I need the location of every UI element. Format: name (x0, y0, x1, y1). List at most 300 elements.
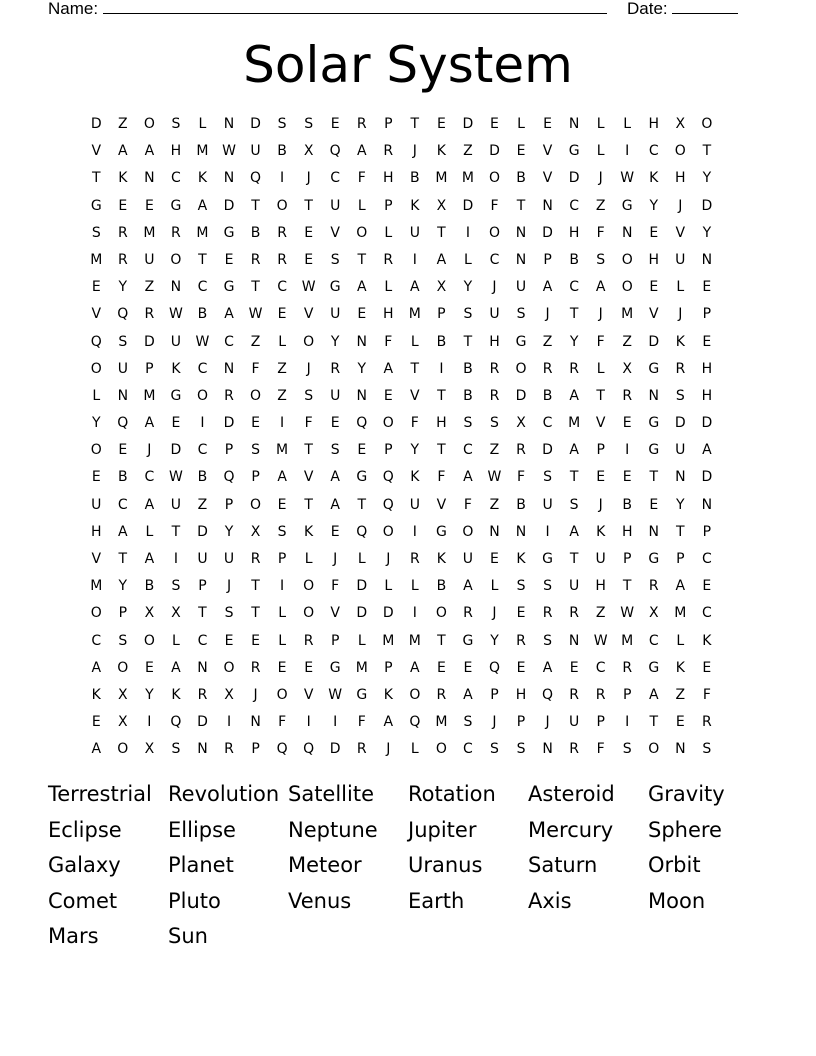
word-list-item: Rotation (408, 782, 496, 806)
grid-letter: C (648, 143, 659, 160)
grid-letter: E (330, 116, 340, 132)
grid-letter: E (224, 632, 234, 649)
grid-letter: P (622, 686, 632, 703)
grid-row (83, 356, 720, 383)
grid-letter: Q (223, 469, 235, 486)
grid-letter: O (143, 116, 155, 132)
grid-letter: Z (277, 387, 287, 404)
grid-letter: P (277, 551, 287, 567)
grid-letter: R (330, 360, 341, 377)
grid-letter: X (171, 605, 181, 622)
grid-letter: O (170, 251, 182, 268)
grid-letter: E (304, 224, 314, 241)
grid-letter: A (463, 578, 473, 595)
grid-letter: O (90, 442, 102, 459)
grid-letter: O (409, 686, 421, 703)
grid-letter: A (91, 659, 102, 676)
word-list-item: Moon (648, 888, 706, 913)
grid-letter: T (596, 387, 605, 404)
grid-letter: T (357, 251, 367, 268)
grid-letter: A (675, 578, 686, 595)
grid-letter: T (437, 224, 446, 241)
grid-letter: E (516, 605, 526, 622)
grid-letter: M (382, 632, 395, 649)
grid-row (83, 736, 720, 763)
grid-letter: Q (542, 686, 554, 703)
grid-letter: Q (329, 143, 341, 160)
grid-letter: E (436, 116, 446, 132)
grid-letter: J (306, 360, 311, 377)
grid-letter: G (329, 659, 341, 676)
grid-letter: V (330, 605, 340, 622)
name-blank[interactable] (103, 0, 607, 14)
grid-letter: W (487, 469, 502, 486)
grid-letter: F (357, 170, 366, 187)
grid-letter: L (464, 251, 472, 268)
grid-letter: D (223, 415, 235, 432)
grid-letter: O (621, 251, 633, 268)
grid-letter: A (542, 659, 553, 676)
grid-letter: U (409, 496, 420, 513)
grid-letter: T (676, 523, 685, 540)
grid-letter: G (515, 333, 527, 350)
grid-letter: R (224, 741, 234, 758)
grid-letter: E (622, 469, 632, 486)
grid-letter: E (490, 116, 499, 132)
grid-letter: S (622, 741, 632, 758)
grid-letter: N (197, 741, 208, 758)
grid-letter: O (250, 496, 262, 513)
grid-letter: X (118, 686, 128, 703)
grid-letter: N (223, 360, 235, 377)
grid-letter: N (701, 251, 713, 268)
grid-letter: H (701, 360, 713, 377)
grid-letter: Y (649, 197, 659, 214)
grid-letter: C (197, 279, 208, 296)
grid-letter: N (621, 224, 633, 241)
grid-letter: P (543, 251, 552, 268)
word-list-item: Uranus (408, 853, 483, 877)
grid-letter: F (596, 333, 605, 350)
grid-letter: P (516, 714, 526, 731)
grid-letter: M (674, 605, 687, 622)
grid-letter: Q (356, 415, 368, 432)
grid-letter: M (461, 170, 474, 187)
grid-letter: R (197, 686, 208, 703)
grid-letter: G (329, 279, 341, 296)
grid-letter: O (382, 523, 394, 540)
grid-letter: N (515, 251, 527, 268)
grid-letter: Z (144, 279, 155, 296)
grid-letter: Z (197, 496, 208, 513)
grid-row (83, 682, 720, 709)
grid-letter: D (197, 714, 208, 731)
grid-letter: S (330, 251, 340, 268)
grid-letter: C (224, 333, 234, 350)
grid-letter: N (356, 387, 367, 404)
grid-letter: L (384, 279, 393, 296)
grid-row (83, 111, 720, 138)
grid-letter: D (542, 224, 553, 241)
grid-letter: T (649, 714, 659, 731)
grid-letter: B (622, 496, 633, 513)
grid-letter: A (383, 360, 394, 377)
grid-letter: N (648, 523, 659, 540)
grid-letter: A (171, 659, 181, 676)
name-field[interactable] (48, 0, 607, 21)
grid-letter: N (568, 116, 580, 132)
grid-row (83, 464, 720, 491)
grid-letter: S (702, 741, 712, 758)
grid-letter: J (598, 306, 603, 323)
grid-letter: R (250, 659, 261, 676)
grid-letter: U (568, 714, 580, 731)
grid-letter: A (356, 143, 367, 160)
grid-letter: P (384, 659, 393, 676)
grid-letter: N (197, 659, 208, 676)
grid-letter: P (198, 578, 207, 595)
grid-letter: B (410, 170, 420, 187)
word-list-item: Mars (48, 924, 99, 948)
grid-letter: E (118, 197, 128, 214)
grid-letter: V (91, 551, 102, 567)
grid-letter: A (144, 415, 155, 432)
grid-letter: T (251, 197, 260, 214)
grid-letter: I (439, 360, 444, 377)
grid-letter: M (143, 387, 156, 404)
grid-letter: D (674, 415, 686, 432)
grid-letter: V (303, 469, 314, 486)
grid-letter: C (542, 415, 553, 432)
grid-letter: F (490, 197, 499, 214)
grid-letter: Y (410, 442, 420, 459)
grid-letter: N (144, 170, 155, 187)
grid-letter: D (143, 333, 155, 350)
grid-letter: T (516, 197, 526, 214)
grid-letter: M (408, 632, 421, 649)
grid-letter: M (143, 224, 156, 241)
grid-letter: W (168, 469, 183, 486)
grid-letter: Q (90, 333, 102, 350)
grid-letter: S (251, 442, 260, 459)
word-list-item: Sphere (648, 817, 722, 842)
grid-letter: R (648, 578, 659, 595)
grid-letter: E (675, 714, 685, 731)
grid-row (83, 301, 720, 328)
grid-letter: I (306, 714, 311, 731)
grid-letter: O (701, 116, 713, 132)
grid-letter: J (492, 279, 497, 296)
grid-letter: T (251, 279, 260, 296)
grid-letter: A (463, 686, 473, 703)
grid-letter: R (622, 387, 633, 404)
grid-letter: C (330, 170, 341, 187)
grid-letter: S (171, 578, 181, 595)
grid-row (83, 492, 720, 519)
grid-letter: S (277, 116, 287, 132)
grid-letter: M (621, 306, 634, 323)
grid-letter: A (436, 251, 447, 268)
grid-letter: J (598, 170, 603, 187)
grid-letter: A (197, 197, 208, 214)
word-list-item: Galaxy (48, 853, 121, 877)
grid-letter: D (250, 116, 261, 132)
grid-letter: D (462, 116, 474, 132)
grid-row (83, 165, 720, 192)
grid-letter: E (383, 387, 393, 404)
grid-letter: B (516, 496, 526, 513)
grid-letter: W (195, 333, 210, 350)
grid-letter: L (357, 551, 366, 567)
grid-letter: U (330, 306, 341, 323)
grid-letter: C (648, 632, 659, 649)
grid-letter: R (383, 143, 394, 160)
grid-letter: M (621, 632, 634, 649)
grid-letter: O (488, 170, 500, 187)
grid-letter: Y (463, 279, 473, 296)
grid-letter: E (277, 496, 287, 513)
grid-letter: V (330, 224, 340, 241)
grid-letter: Z (622, 333, 632, 350)
grid-letter: V (91, 143, 102, 160)
grid-letter: D (170, 442, 182, 459)
grid-letter: X (144, 741, 155, 758)
grid-letter: P (384, 197, 393, 214)
grid-letter: D (223, 197, 235, 214)
grid-letter: F (410, 415, 419, 432)
grid-letter: C (463, 442, 473, 459)
grid-letter: P (702, 523, 712, 540)
grid-letter: I (147, 714, 152, 731)
grid-letter: A (542, 279, 553, 296)
grid-letter: Y (569, 333, 579, 350)
grid-letter: L (676, 279, 685, 296)
word-list-item: Eclipse (48, 817, 122, 842)
grid-letter: D (648, 333, 660, 350)
grid-letter: E (118, 442, 128, 459)
grid-letter: K (436, 551, 446, 567)
word-list-item: Venus (288, 888, 352, 913)
grid-letter: G (648, 659, 660, 676)
grid-letter: L (278, 333, 286, 350)
grid-letter: P (490, 686, 499, 703)
grid-letter: X (144, 605, 155, 622)
grid-letter: B (197, 306, 208, 323)
grid-letter: S (490, 741, 499, 758)
grid-letter: Q (488, 659, 500, 676)
word-list-item: Ellipse (168, 817, 236, 842)
grid-letter: N (542, 197, 553, 214)
grid-letter: Q (409, 714, 421, 731)
grid-letter: Y (330, 333, 340, 350)
grid-letter: B (197, 469, 208, 486)
date-blank[interactable] (672, 0, 738, 14)
grid-letter: M (435, 170, 448, 187)
grid-letter: O (648, 741, 660, 758)
grid-letter: L (596, 360, 605, 377)
grid-letter: D (356, 578, 368, 595)
grid-letter: O (117, 659, 129, 676)
grid-letter: F (304, 415, 313, 432)
grid-letter: E (702, 578, 712, 595)
grid-letter: G (568, 143, 580, 160)
grid-letter: U (117, 360, 128, 377)
grid-letter: L (384, 578, 393, 595)
grid-row (83, 410, 720, 437)
grid-letter: E (543, 116, 552, 132)
grid-letter: Q (250, 170, 262, 187)
grid-letter: B (463, 387, 473, 404)
grid-letter: D (515, 387, 527, 404)
grid-letter: E (251, 632, 260, 649)
grid-letter: L (304, 551, 313, 567)
grid-letter: G (648, 415, 660, 432)
grid-letter: E (304, 251, 314, 268)
grid-letter: J (306, 170, 311, 187)
grid-letter: O (276, 197, 288, 214)
grid-letter: H (383, 170, 394, 187)
grid-letter: H (489, 333, 500, 350)
grid-row (83, 519, 720, 546)
grid-letter: G (356, 686, 368, 703)
grid-letter: H (170, 143, 182, 160)
grid-letter: Y (702, 224, 712, 241)
grid-letter: R (569, 741, 579, 758)
grid-letter: Z (489, 496, 500, 513)
grid-letter: U (330, 387, 341, 404)
grid-letter: Z (595, 605, 606, 622)
date-field[interactable] (627, 0, 738, 21)
grid-letter: P (224, 496, 234, 513)
grid-letter: H (436, 415, 447, 432)
grid-letter: L (357, 197, 366, 214)
grid-letter: K (171, 360, 181, 377)
grid-letter: N (489, 523, 500, 540)
grid-letter: Z (595, 197, 606, 214)
grid-letter: E (702, 333, 712, 350)
grid-letter: K (649, 170, 659, 187)
grid-letter: F (384, 333, 393, 350)
word-list-item: Comet (48, 888, 118, 913)
grid-letter: T (410, 360, 420, 377)
grid-letter: O (90, 360, 102, 377)
grid-letter: E (516, 143, 526, 160)
grid-letter: A (356, 279, 367, 296)
grid-letter: W (328, 686, 343, 703)
grid-letter: T (304, 197, 313, 214)
grid-letter: Y (702, 170, 712, 187)
grid-letter: M (408, 306, 421, 323)
grid-letter: L (278, 632, 286, 649)
grid-letter: D (90, 116, 102, 132)
grid-letter: Z (542, 333, 553, 350)
grid-letter: G (170, 387, 182, 404)
grid-letter: J (545, 714, 550, 731)
word-list-item: Earth (408, 888, 465, 913)
grid-letter: E (649, 496, 659, 513)
grid-letter: T (251, 605, 260, 622)
word-list-item: Meteor (288, 853, 362, 877)
grid-letter: F (516, 469, 526, 486)
grid-letter: S (516, 578, 526, 595)
grid-letter: U (170, 333, 182, 350)
grid-letter: X (436, 197, 447, 214)
grid-letter: P (622, 551, 632, 567)
grid-letter: S (543, 469, 553, 486)
grid-letter: Y (118, 279, 128, 296)
grid-letter: N (223, 116, 235, 132)
grid-letter: L (410, 578, 419, 595)
grid-letter: X (622, 360, 632, 377)
grid-letter: O (462, 523, 474, 540)
word-list-item: Neptune (288, 817, 378, 842)
grid-letter: R (489, 387, 500, 404)
grid-letter: Z (277, 360, 287, 377)
grid-letter: R (383, 251, 394, 268)
grid-letter: S (463, 415, 473, 432)
grid-letter: R (463, 605, 473, 622)
grid-letter: H (91, 523, 102, 540)
grid-letter: E (490, 551, 499, 567)
grid-letter: R (436, 686, 447, 703)
grid-letter: L (172, 632, 180, 649)
grid-letter: L (384, 224, 393, 241)
grid-letter: R (489, 360, 500, 377)
grid-letter: C (277, 279, 287, 296)
grid-letter: P (384, 442, 393, 459)
grid-letter: F (331, 578, 340, 595)
grid-letter: V (648, 306, 659, 323)
grid-letter: Y (224, 523, 234, 540)
grid-letter: B (542, 387, 553, 404)
grid-letter: F (596, 741, 605, 758)
grid-letter: X (118, 714, 128, 731)
grid-letter: E (171, 415, 181, 432)
grid-letter: P (676, 551, 685, 567)
grid-letter: I (280, 578, 285, 595)
grid-letter: T (437, 632, 446, 649)
grid-letter: F (278, 714, 287, 731)
grid-letter: R (117, 251, 128, 268)
grid-letter: C (569, 279, 579, 296)
grid-letter: J (492, 605, 497, 622)
grid-letter: G (621, 197, 633, 214)
grid-letter: O (276, 686, 288, 703)
grid-letter: U (568, 578, 580, 595)
grid-letter: J (678, 197, 683, 214)
grid-letter: T (622, 578, 632, 595)
grid-letter: N (568, 632, 580, 649)
grid-letter: F (357, 714, 366, 731)
letter-grid (83, 111, 720, 764)
grid-letter: W (620, 170, 635, 187)
grid-letter: F (437, 469, 446, 486)
grid-letter: S (304, 387, 314, 404)
grid-letter: G (648, 442, 660, 459)
grid-letter: X (516, 415, 526, 432)
grid-letter: P (330, 632, 340, 649)
grid-letter: A (118, 523, 128, 540)
grid-letter: N (250, 714, 261, 731)
grid-letter: I (200, 415, 205, 432)
grid-letter: K (436, 143, 446, 160)
grid-letter: A (702, 442, 712, 459)
grid-letter: S (543, 632, 553, 649)
grid-letter: C (197, 360, 208, 377)
grid-letter: S (516, 306, 526, 323)
grid-letter: U (144, 251, 155, 268)
grid-letter: M (90, 578, 103, 595)
